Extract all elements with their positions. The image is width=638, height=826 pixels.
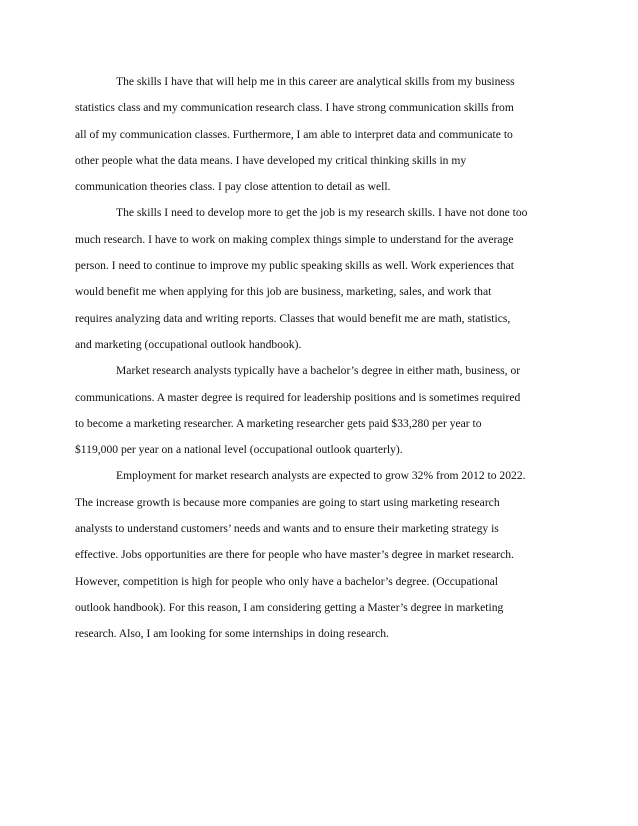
text-line: effective. Jobs opportunities are there for people who have master’s degree in market research. <box>75 548 514 562</box>
text-line: The skills I have that will help me in this career are analytical skills from my business <box>116 75 515 88</box>
text-line: outlook handbook). For this reason, I am considering getting a Master’s degree in marketing <box>75 600 504 614</box>
text-line: communication theories class. I pay close attention to detail as well. <box>75 180 391 194</box>
paragraph-education-salary <box>75 361 575 466</box>
text-line: analysts to understand customers’ needs and wants and to ensure their marketing strategy is <box>75 522 499 536</box>
text-line: The increase growth is because more companies are going to start using marketing research <box>75 495 500 509</box>
text-line: other people what the data means. I have developed my critical thinking skills in my <box>75 153 467 167</box>
text-line: to become a marketing researcher. A marketing researcher gets paid $33,280 per year to <box>75 416 482 430</box>
text-line: would benefit me when applying for this job are business, marketing, sales, and work that <box>75 285 492 299</box>
text-line: Market research analysts typically have a bachelor’s degree in either math, business, or <box>116 364 521 378</box>
text-line: research. Also, I am looking for some internships in doing research. <box>75 627 389 641</box>
text-line: much research. I have to work on making complex things simple to understand for the average <box>75 232 514 246</box>
text-line: requires analyzing data and writing reports. Classes that would benefit me are math, statistics, <box>75 311 511 325</box>
paragraph-skills-have <box>75 72 575 203</box>
text-line: $119,000 per year on a national level (occupational outlook quarterly). <box>75 443 403 457</box>
document-body <box>75 72 575 651</box>
text-line: Employment for market research analysts are expected to grow 32% from 2012 to 2022. <box>116 469 526 483</box>
paragraph-employment-outlook <box>75 466 575 650</box>
text-line: The skills I need to develop more to get the job is my research skills. I have not done too <box>116 206 528 220</box>
text-line: person. I need to continue to improve my public speaking skills as well. Work experiences that <box>75 259 514 273</box>
text-line: However, competition is high for people who only have a bachelor’s degree. (Occupational <box>75 574 498 588</box>
text-line: statistics class and my communication research class. I have strong communication skills from <box>75 101 514 115</box>
paragraph-skills-need <box>75 203 575 361</box>
text-line: all of my communication classes. Furthermore, I am able to interpret data and communicate to <box>75 127 513 141</box>
text-line: communications. A master degree is required for leadership positions and is sometimes required <box>75 390 521 404</box>
text-line: and marketing (occupational outlook handbook). <box>75 337 302 351</box>
